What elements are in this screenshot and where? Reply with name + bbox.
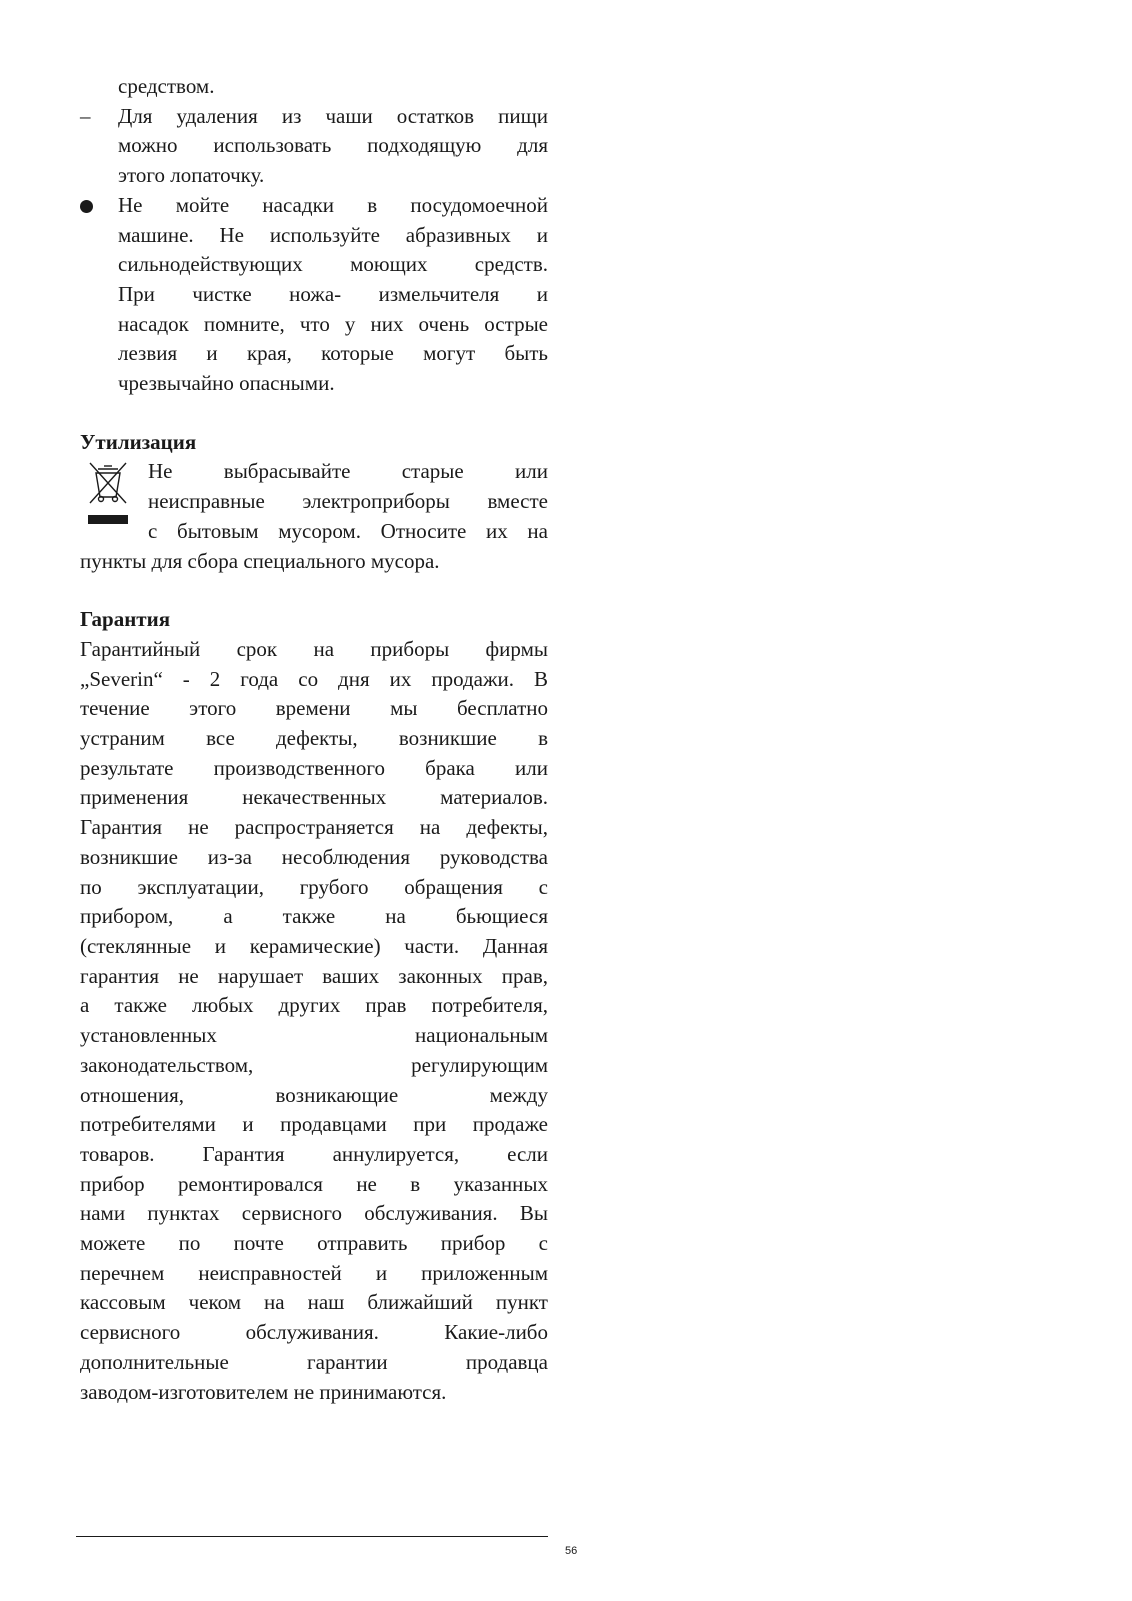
bullet-item-line: Не мойте насадки в посудомоечной [118,192,548,217]
warranty-line: дополнительные гарантии продавца [80,1349,548,1374]
warranty-line: „Severin“ - 2 года со дня их продажи. В [80,666,548,691]
warranty-line: нами пунктах сервисного обслуживания. Вы [80,1201,548,1226]
dash-item-line: можно использовать подходящую для [118,133,548,158]
bullet-list-item [80,191,548,399]
disposal-line: с бытовым мусором. Относите их на [148,518,548,543]
warranty-line: сервисного обслуживания. Какие-либо [80,1320,548,1345]
disposal-paragraph [80,457,548,546]
bullet-item-line: сильнодействующих моющих средств. [118,252,548,277]
warranty-line: течение этого времени мы бесплатно [80,696,548,721]
warranty-line: по эксплуатации, грубого обращения с [80,874,548,899]
crossed-out-wheelie-bin-icon [86,459,130,539]
footer-rule [76,1536,548,1537]
warranty-line: кассовым чеком на наш ближайший пункт [80,1290,548,1315]
continuation-line: средством. [118,74,215,98]
warranty-line: а также любых других прав потребителя, [80,993,548,1018]
warranty-line: Гарантийный срок на приборы фирмы [80,636,548,661]
warranty-line: перечнем неисправностей и приложенным [80,1260,548,1285]
warranty-line: устраним все дефекты, возникшие в [80,726,548,751]
dash-marker: – [80,103,91,128]
dash-item-line: Для удаления из чаши остатков пищи [118,103,548,128]
warranty-paragraph [80,635,548,1407]
disposal-line: пункты для сбора специального мусора. [80,548,440,573]
warranty-heading: Гарантия [80,607,171,632]
warranty-line: потребителями и продавцами при продаже [80,1112,548,1137]
warranty-line: (стеклянные и керамические) части. Данная [80,933,548,958]
warranty-line: законодательством, регулирующим [80,1052,548,1077]
warranty-line: прибором, а также на бьющиеся [80,904,548,929]
dash-list-item [80,102,548,191]
document-column [80,72,548,1407]
warranty-line: прибор ремонтировался не в указанных [80,1171,548,1196]
bullet-item-line: При чистке ножа- измельчителя и [118,281,548,306]
warranty-line: результате производственного брака или [80,755,548,780]
warranty-line: возникшие из-за несоблюдения руководства [80,844,548,869]
bullet-item-line: машине. Не используйте абразивных и [118,222,548,247]
disposal-heading: Утилизация [80,429,197,454]
warranty-line: заводом-изготовителем не принимаются. [80,1379,447,1404]
disposal-line: Не выбрасывайте старые или [148,459,548,484]
warranty-line: отношения, возникающие между [80,1082,548,1107]
warranty-line: применения некачественных материалов. [80,785,548,810]
warranty-line: товаров. Гарантия аннулируется, если [80,1141,548,1166]
warranty-line: можете по почте отправить прибор с [80,1231,548,1256]
bullet-dot-icon [80,191,93,222]
warranty-line: гарантия не нарушает ваших законных прав, [80,963,548,988]
warranty-line: установленных национальным [80,1023,548,1048]
disposal-line: неисправные электроприборы вместе [148,489,548,514]
dash-item-line: этого лопаточку. [118,163,265,188]
bullet-item-line: чрезвычайно опасными. [118,371,335,396]
warranty-line: Гарантия не распространяется на дефекты, [80,815,548,840]
bullet-item-line: насадок помните, что у них очень острые [118,311,548,336]
bullet-item-line: лезвия и края, которые могут быть [118,341,548,366]
page-number: 56 [565,1545,578,1557]
